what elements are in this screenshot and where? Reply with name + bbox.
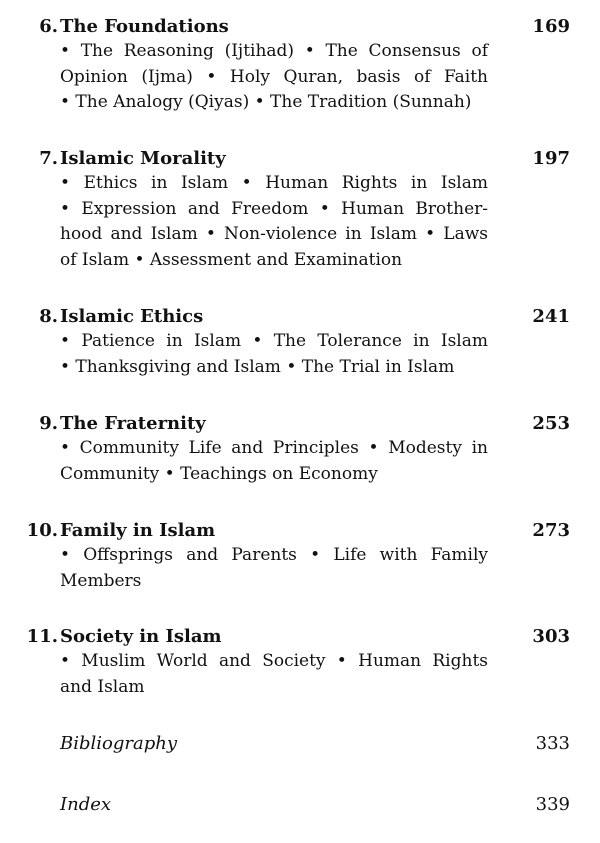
chapter-title: Islamic Morality (60, 148, 226, 169)
chapter-topics (60, 649, 488, 700)
chapter-page-number: 253 (532, 413, 570, 434)
chapter-topics (60, 329, 488, 380)
chapter-title: The Foundations (60, 16, 229, 37)
chapter-number: 8. (39, 306, 58, 327)
chapter-title: The Fraternity (60, 413, 206, 434)
topic-line: of Islam • Assessment and Examination (60, 249, 403, 270)
topic-line: Opinion (Ijma) • Holy Quran, basis of Faith (60, 66, 488, 87)
chapter-title: Family in Islam (60, 520, 216, 541)
chapter-page-number: 273 (532, 520, 570, 541)
topic-line: • The Reasoning (Ijtihad) • The Consensus of (60, 41, 488, 61)
topic-line: hood and Islam • Non-violence in Islam • Laws (60, 224, 488, 244)
chapter-page-number: 169 (532, 16, 570, 37)
chapter-number: 10. (26, 520, 58, 541)
chapter-number: 11. (26, 626, 58, 647)
bibliography-page-number: 333 (535, 733, 570, 754)
chapter-number: 9. (39, 413, 58, 434)
index-page-number: 339 (535, 794, 570, 815)
chapter-topics (60, 436, 488, 487)
topic-line: • Offsprings and Parents • Life with Family (60, 545, 488, 565)
topic-line: • Expression and Freedom • Human Brother- (60, 198, 488, 219)
topic-line: Community • Teachings on Economy (60, 463, 378, 484)
topic-line: • Patience in Islam • The Tolerance in Islam (60, 331, 488, 351)
chapter-topics (60, 171, 488, 273)
chapter-page-number: 303 (532, 626, 570, 647)
topic-line: • Muslim World and Society • Human Rights (60, 651, 488, 671)
chapter-number: 7. (39, 148, 58, 169)
topic-line: and Islam (60, 676, 145, 697)
topic-line: • Ethics in Islam • Human Rights in Islam (60, 173, 488, 193)
index-title: Index (60, 794, 112, 815)
chapter-page-number: 241 (532, 306, 570, 327)
topic-line: • Thanksgiving and Islam • The Trial in Islam (60, 356, 455, 377)
chapter-number: 6. (39, 16, 58, 37)
chapter-page-number: 197 (532, 148, 570, 169)
topic-line: Members (60, 570, 142, 591)
chapter-title: Society in Islam (60, 626, 222, 647)
chapter-topics (60, 543, 488, 594)
topic-line: • Community Life and Principles • Modesty in (60, 438, 488, 458)
topic-line: • The Analogy (Qiyas) • The Tradition (Sunnah) (60, 92, 472, 112)
chapter-topics (60, 39, 488, 116)
bibliography-title: Bibliography (60, 733, 177, 754)
chapter-title: Islamic Ethics (60, 306, 204, 327)
